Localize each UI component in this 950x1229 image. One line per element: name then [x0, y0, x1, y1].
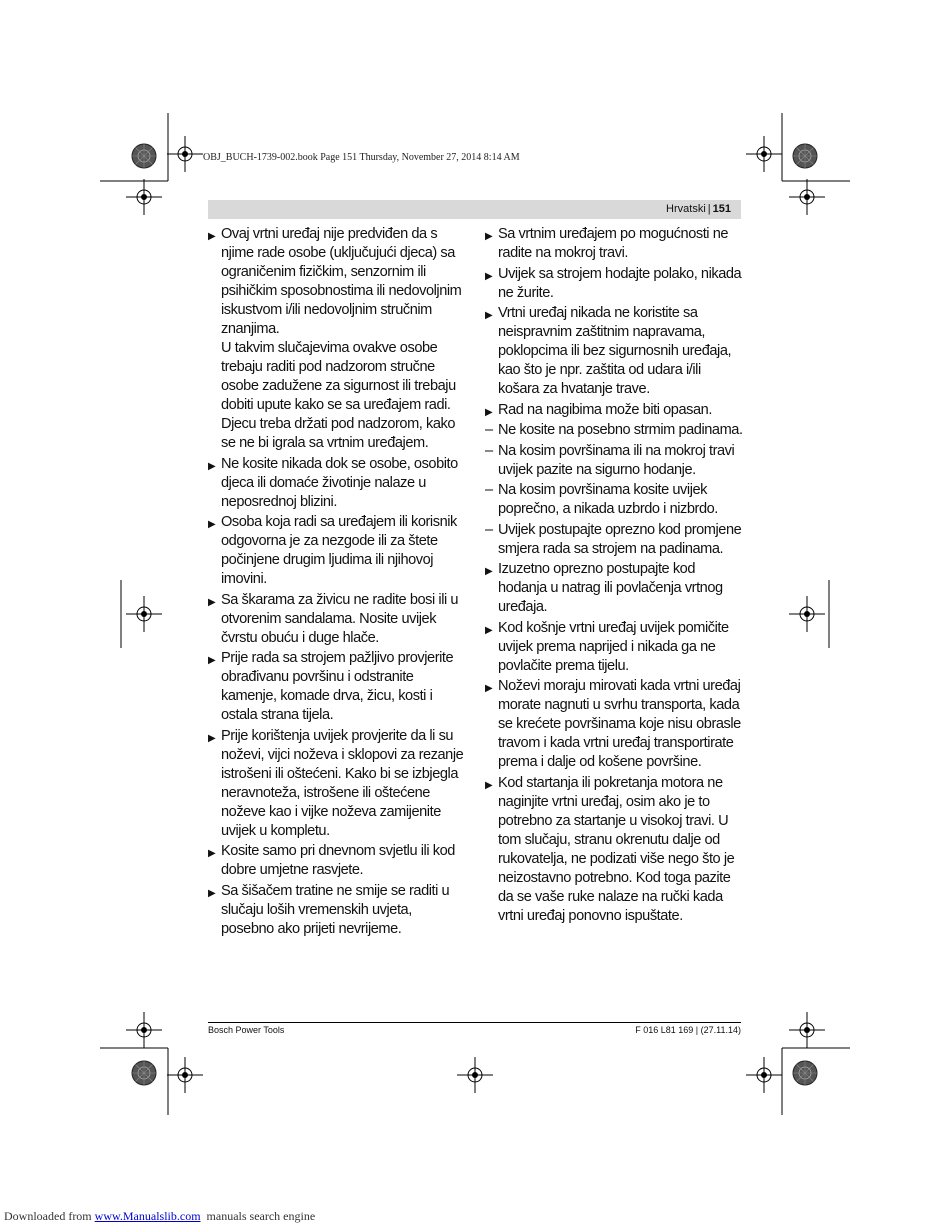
- bullet-triangle-icon: ▶: [208, 655, 216, 666]
- header-text: [666, 203, 731, 215]
- bullet-triangle-icon: ▶: [208, 848, 216, 859]
- item-text: Kosite samo pri dnevnom svjetlu ili kod dobre umjetne rasvjete.: [221, 843, 455, 878]
- bullet-triangle-icon: ▶: [485, 566, 493, 577]
- list-item: [485, 560, 743, 617]
- item-text: Rad na nagibima može biti opasan.: [498, 401, 712, 418]
- bullet-triangle-icon: ▶: [485, 270, 493, 282]
- list-item: [485, 421, 743, 440]
- list-item: [485, 774, 743, 926]
- item-text: Sa šišačem tratine ne smije se raditi u slučaju loših vremenskih uvjeta, posebno ako prijeti nevrijeme.: [221, 882, 450, 937]
- item-text: Ovaj vrtni uređaj nije predviđen da s njime rade osobe (uključujući djeca) sa ograničenim fizičkim, senzornim ili psihičkim sposobnostima ili nedovoljnim iskustvom i/ili nedovoljnim stručnim znanjima.: [221, 226, 462, 337]
- item-text: Sa škarama za živicu ne radite bosi ili u otvorenim sandalama. Nosite uvijek čvrstu obuću i duge hlače.: [221, 591, 459, 646]
- item-text: Kod košnje vrtni uređaj uvijek pomičite uvijek prema naprijed i nikada ga ne povlačite prema tijelu.: [498, 619, 729, 674]
- bullet-dash: –: [485, 422, 493, 438]
- list-item: [485, 619, 743, 676]
- bullet-triangle-icon: ▶: [485, 624, 493, 636]
- bullet-triangle-icon: ▶: [208, 460, 216, 472]
- left-column: [208, 225, 466, 940]
- bullet-triangle-icon: ▶: [485, 310, 493, 321]
- bullet-triangle-icon: ▶: [485, 406, 493, 418]
- footer-rule: [208, 1022, 741, 1023]
- list-item: [208, 727, 466, 841]
- list-item: [485, 304, 743, 399]
- list-item: [208, 591, 466, 648]
- download-prefix: Downloaded from: [4, 1209, 95, 1223]
- bullet-triangle-icon: ▶: [485, 779, 493, 791]
- header-separator: |: [707, 203, 711, 215]
- bullet-triangle-icon: ▶: [485, 683, 493, 694]
- item-text: Na kosim površinama ili na mokroj travi uvijek pazite na sigurno hodanje.: [498, 442, 735, 478]
- item-text: Prije korištenja uvijek provjerite da li su noževi, vijci noževa i sklopovi za rezanje istrošeni ili oštećeni. Kako bi se izbjegla neravnoteža, istrošene ili oštećene noževe kao i vijke noževa zamijenite uvijek u kompletu.: [221, 727, 464, 839]
- bullet-triangle-icon: ▶: [208, 887, 216, 899]
- item-text: Ne kosite nikada dok se osobe, osobito djeca ili domaće životinje nalaze u neposrednoj blizini.: [221, 455, 458, 510]
- page-header: [208, 200, 741, 219]
- bullet-triangle-icon: ▶: [208, 596, 216, 608]
- bullet-dash: –: [485, 482, 493, 498]
- item-text: Uvijek sa strojem hodajte polako, nikada ne žurite.: [498, 265, 742, 301]
- list-item: [208, 455, 466, 512]
- bullet-triangle-icon: ▶: [485, 231, 493, 242]
- download-suffix: manuals search engine: [200, 1209, 316, 1223]
- item-text: Sa vrtnim uređajem po mogućnosti ne radite na mokroj travi.: [498, 226, 729, 261]
- item-text: Djecu treba držati pod nadzorom, kako se ne bi igrala sa vrtnim uređajem.: [221, 416, 456, 451]
- download-bar: [4, 1209, 315, 1224]
- footer-publisher: Bosch Power Tools: [208, 1025, 285, 1035]
- bullet-dash: –: [485, 442, 493, 459]
- item-text: Na kosim površinama kosite uvijek poprečno, a nikada uzbrdo i nizbrdo.: [498, 482, 718, 517]
- header-language: Hrvatski: [666, 203, 706, 215]
- list-item: [208, 225, 466, 453]
- item-text: Ne kosite na posebno strmim padinama.: [498, 422, 743, 438]
- list-item: [208, 842, 466, 880]
- bullet-triangle-icon: ▶: [208, 519, 216, 530]
- right-column: [485, 225, 743, 927]
- list-item: [485, 442, 743, 480]
- item-text: Kod startanja ili pokretanja motora ne naginjite vrtni uređaj, osim ako je to potrebno za startanje u visokoj travi. U tom slučaju, stranu okrenutu dalje od rukovatelja, ne podizati više nego što je neizostavno potrebno. Kod toga pazite da se vaše ruke nalaze na ručki kada vrtni uređaj ponovno ispuštate.: [498, 774, 735, 924]
- manualslib-link[interactable]: www.Manualslib.com: [94, 1209, 201, 1223]
- list-item: [485, 401, 743, 420]
- item-text: Noževi moraju mirovati kada vrtni uređaj morate nagnuti u svrhu transporta, kada se krećete površinama koje nisu obrasle travom i kada vrtni uređaj transportirate prema i dalje od košene površine.: [498, 678, 741, 770]
- list-item: [485, 521, 743, 559]
- bullet-dash: –: [485, 521, 493, 538]
- list-item: [485, 225, 743, 263]
- list-item: [485, 481, 743, 519]
- list-item: [208, 882, 466, 939]
- footer-document-code: F 016 L81 169 | (27.11.14): [635, 1025, 741, 1035]
- item-text: Vrtni uređaj nikada ne koristite sa neispravnim zaštitnim napravama, poklopcima ili bez sigurnosnih uređaja, kao što je npr. zaštita od udara i/ili košara za hvatanje trave.: [498, 305, 732, 397]
- item-text: Prije rada sa strojem pažljivo provjerite obrađivanu površinu i odstranite kamenje, komade drva, žicu, kosti i ostala strana tijela.: [221, 650, 454, 723]
- item-text: Osoba koja radi sa uređajem ili korisnik odgovorna je za nezgode ili za štete počinjene drugim ljudima ili njihovoj imovini.: [221, 514, 457, 587]
- list-item: [208, 649, 466, 725]
- item-text: Izuzetno oprezno postupajte kod hodanja u natrag ili povlačenja vrtnog uređaja.: [498, 561, 723, 615]
- bullet-triangle-icon: ▶: [208, 732, 216, 744]
- bullet-triangle-icon: ▶: [208, 231, 216, 242]
- page-number: 151: [712, 203, 731, 215]
- list-item: [208, 513, 466, 589]
- list-item: [485, 265, 743, 303]
- book-slug-line: OBJ_BUCH-1739-002.book Page 151 Thursday, November 27, 2014 8:14 AM: [203, 152, 520, 163]
- item-text: Uvijek postupajte oprezno kod promjene smjera rada sa strojem na padinama.: [498, 521, 742, 557]
- item-text: U takvim slučajevima ovakve osobe trebaju raditi pod nadzorom stručne osobe zadužene za sigurnost ili trebaju dobiti upute kako se sa uređajem radi.: [221, 340, 456, 413]
- list-item: [485, 677, 743, 772]
